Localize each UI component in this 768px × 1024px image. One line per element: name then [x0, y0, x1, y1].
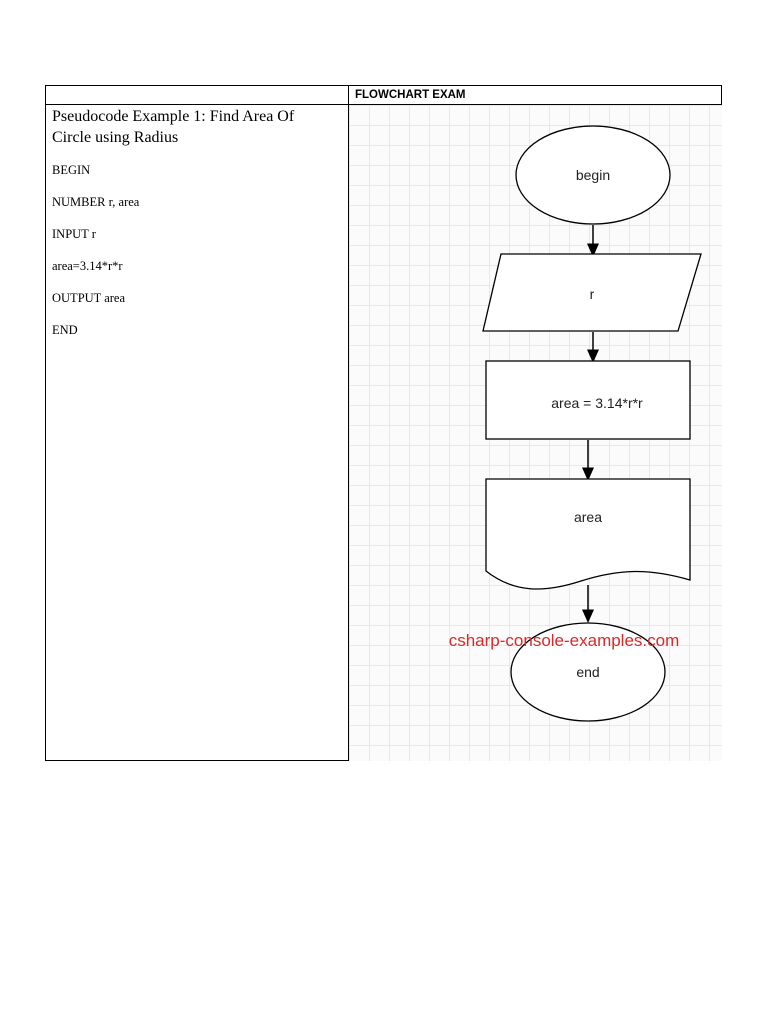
pseudocode-title	[52, 106, 342, 148]
flowchart-panel	[349, 105, 722, 761]
pseudocode-line-input: INPUT r	[52, 227, 96, 241]
pseudocode-line-end: END	[52, 323, 78, 337]
flowchart-diagram	[349, 105, 722, 761]
input-node-label: r	[589, 286, 595, 302]
flowchart-header: FLOWCHART EXAM	[355, 89, 466, 101]
pseudocode-line-begin: BEGIN	[52, 163, 91, 177]
pseudocode-title-line2: Circle using Radius	[52, 129, 179, 146]
pseudocode-line-compute: area=3.14*r*r	[52, 259, 123, 273]
pseudocode-line-declare: NUMBER r, area	[52, 195, 140, 209]
pseudocode-cell	[52, 106, 342, 340]
output-node-label: area	[573, 509, 603, 525]
pseudocode-title-line1: Pseudocode Example 1: Find Area Of	[52, 108, 295, 125]
end-node-label: end	[576, 664, 600, 680]
pseudocode-line-output: OUTPUT area	[52, 291, 126, 305]
begin-node-label: begin	[575, 167, 611, 183]
process-node-label: area = 3.14*r*r	[551, 395, 643, 411]
output-node	[486, 479, 690, 589]
document-table	[45, 85, 722, 761]
watermark-text: csharp-console-examples.com	[448, 631, 680, 650]
